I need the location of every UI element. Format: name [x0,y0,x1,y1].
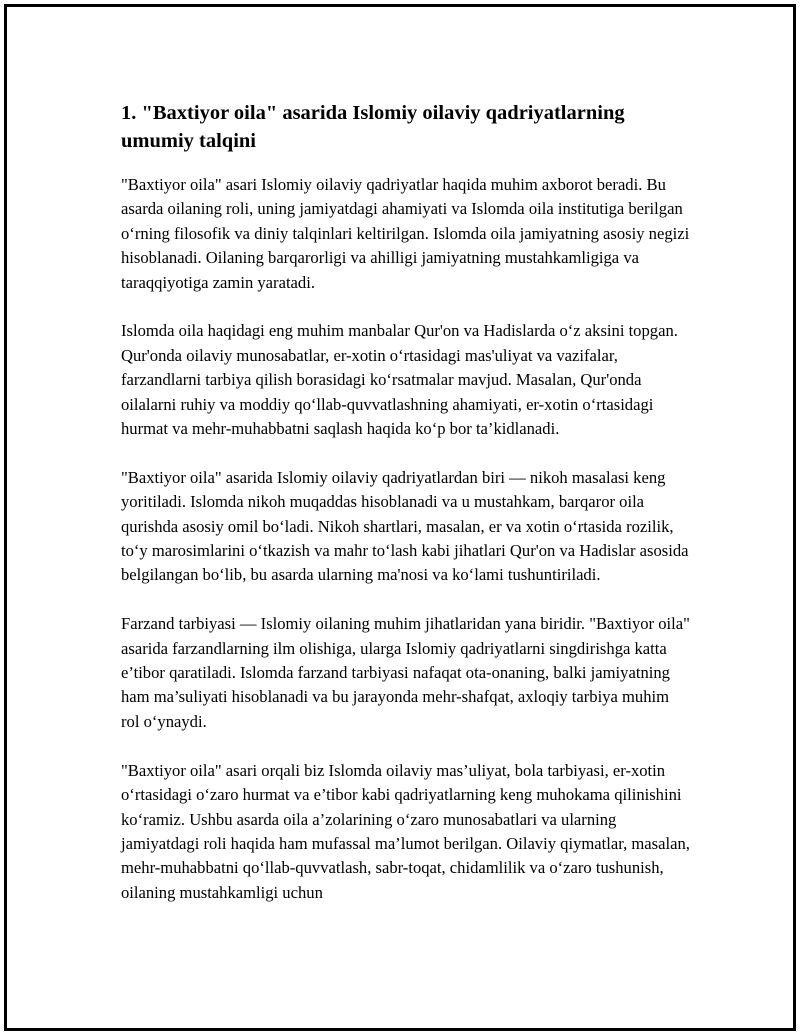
document-body [121,99,691,930]
paragraph-4: Farzand tarbiyasi — Islomiy oilaning muhim jihatlaridan yana biridir. "Baxtiyor oila" asarida farzandlarning ilm olishiga, ularga Islomiy qadriyatlarni singdirishga katta e’tibor qaratiladi. Islomda farzand tarbiyasi nafaqat ota-onaning, balki jamiyatning ham ma’suliyati hisoblanadi va bu jarayonda mehr-shafqat, axloqiy tarbiya muhim rol o‘ynaydi. [121,614,690,731]
paragraph-3: "Baxtiyor oila" asarida Islomiy oilaviy qadriyatlardan biri — nikoh masalasi keng yoritiladi. Islomda nikoh muqaddas hisoblanadi va u mustahkam, barqaror oila qurishda asosiy omil bo‘ladi. Nikoh shartlari, masalan, er va xotin o‘rtasida rozilik, to‘y marosimlarini o‘tkazish va mahr to‘lash kabi jihatlari Qur'on va Hadislar asosida belgilangan bo‘lib, bu asarda ularning ma'nosi va ko‘lami tushuntiriladi. [121,467,689,585]
page-frame [4,4,796,1031]
section-heading: 1. "Baxtiyor oila" asarida Islomiy oilaviy qadriyatlarning umumiy talqini [121,102,625,152]
paragraph-5: "Baxtiyor oila" asari orqali biz Islomda oilaviy mas’uliyat, bola tarbiyasi, er-xotin o‘rtasidagi o‘zaro hurmat va e’tibor kabi qadriyatlarning keng muhokama qilinishini ko‘ramiz. Ushbu asarda oila a’zolarining o‘zaro munosabatlari va ularning jamiyatdagi roli haqida ham mufassal ma’lumot berilgan. Oilaviy qiymatlar, masalan, mehr-muhabbatni qo‘llab-quvvatlash, sabr-toqat, chidamlilik va o‘zaro tushunish, oilaning mustahkamligi uchun [121,760,690,902]
paragraph-1: "Baxtiyor oila" asari Islomiy oilaviy qadriyatlar haqida muhim axborot beradi. Bu asarda oilaning roli, uning jamiyatdagi ahamiyati va Islomda oila institutiga berilgan o‘rning filosofik va diniy talqinlari keltirilgan. Islomda oila jamiyatning asosiy negizi hisoblanadi. Oilaning barqarorligi va ahilligi jamiyatning mustahkamligiga va taraqqiyotiga zamin yaratadi. [121,175,690,292]
paragraph-2: Islomda oila haqidagi eng muhim manbalar Qur'on va Hadislarda o‘z aksini topgan. Qur'onda oilaviy munosabatlar, er-xotin o‘rtasidagi mas'uliyat va vazifalar, farzandlarni tarbiya qilish borasidagi ko‘rsatmalar mavjud. Masalan, Qur'onda oilalarni ruhiy va moddiy qo‘llab-quvvatlashning ahamiyati, er-xotin o‘rtasidagi hurmat va mehr-muhabbatni saqlash haqida ko‘p bor ta’kidlanadi. [121,321,678,439]
